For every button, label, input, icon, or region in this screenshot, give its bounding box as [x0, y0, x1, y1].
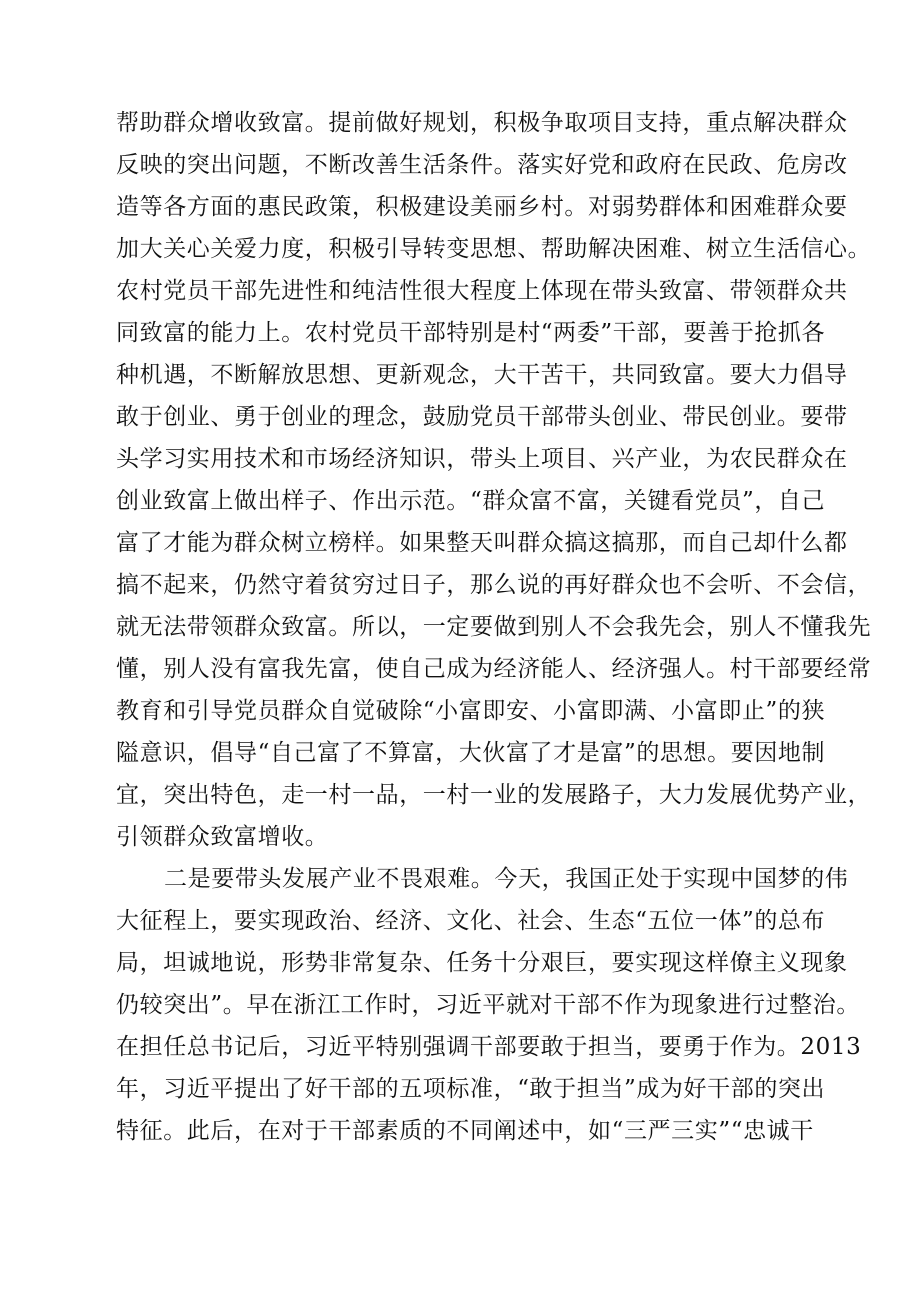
- text-line: 宜，突出特色，走一村一品，一村一业的发展路子，大力发展优势产业，: [116, 782, 872, 808]
- body-text: [116, 102, 872, 1152]
- text-line: 种机遇，不断解放思想、更新观念，大干苦干，共同致富。要大力倡导: [116, 362, 848, 388]
- text-line: 引领群众致富增收。: [116, 824, 329, 850]
- text-line: 反映的突出问题，不断改善生活条件。落实好党和政府在民政、危房改: [116, 152, 848, 178]
- text-line: 在担任总书记后，习近平特别强调干部要敢于担当，要勇于作为。2013: [116, 1034, 862, 1060]
- text-line: 加大关心关爱力度，积极引导转变思想、帮助解决困难、树立生活信心。: [116, 236, 872, 262]
- text-line: 隘意识，倡导“自己富了不算富，大伙富了才是富”的思想。要因地制: [116, 740, 826, 766]
- text-line: 同致富的能力上。农村党员干部特别是村“两委”干部，要善于抢抓各: [116, 320, 826, 346]
- text-line: 仍较突出”。早在浙江工作时，习近平就对干部不作为现象进行过整治。: [116, 992, 860, 1018]
- text-line: 造等各方面的惠民政策，积极建设美丽乡村。对弱势群体和困难群众要: [116, 194, 848, 220]
- text-line: 懂，别人没有富我先富，使自己成为经济能人、经济强人。村干部要经常: [116, 656, 872, 682]
- text-line: 年，习近平提出了好干部的五项标准，“敢于担当”成为好干部的突出: [116, 1076, 826, 1102]
- paragraph-first-line: 二是要带头发展产业不畏艰难。今天，我国正处于实现中国梦的伟: [164, 866, 849, 892]
- text-line: 搞不起来，仍然守着贫穷过日子，那么说的再好群众也不会听、不会信，: [116, 572, 872, 598]
- text-line: 帮助群众增收致富。提前做好规划，积极争取项目支持，重点解决群众: [116, 110, 848, 136]
- text-line: 头学习实用技术和市场经济知识，带头上项目、兴产业，为农民群众在: [116, 446, 848, 472]
- text-line: 农村党员干部先进性和纯洁性很大程度上体现在带头致富、带领群众共: [116, 278, 848, 304]
- text-line: 局，坦诚地说，形势非常复杂、任务十分艰巨，要实现这样僚主义现象: [116, 950, 848, 976]
- text-line: 创业致富上做出样子、作出示范。“群众富不富，关键看党员”，自己: [116, 488, 826, 514]
- text-line: 富了才能为群众树立榜样。如果整天叫群众搞这搞那，而自己却什么都: [116, 530, 848, 556]
- text-line: 特征。此后，在对于干部素质的不同阐述中，如“三严三实”“忠诚干: [116, 1118, 814, 1144]
- text-line: 敢于创业、勇于创业的理念，鼓励党员干部带头创业、带民创业。要带: [116, 404, 848, 430]
- text-line: 就无法带领群众致富。所以，一定要做到别人不会我先会，别人不懂我先: [116, 614, 872, 640]
- text-line: 教育和引导党员群众自觉破除“小富即安、小富即满、小富即止”的狭: [116, 698, 826, 724]
- text-line: 大征程上，要实现政治、经济、文化、社会、生态“五位一体”的总布: [116, 908, 826, 934]
